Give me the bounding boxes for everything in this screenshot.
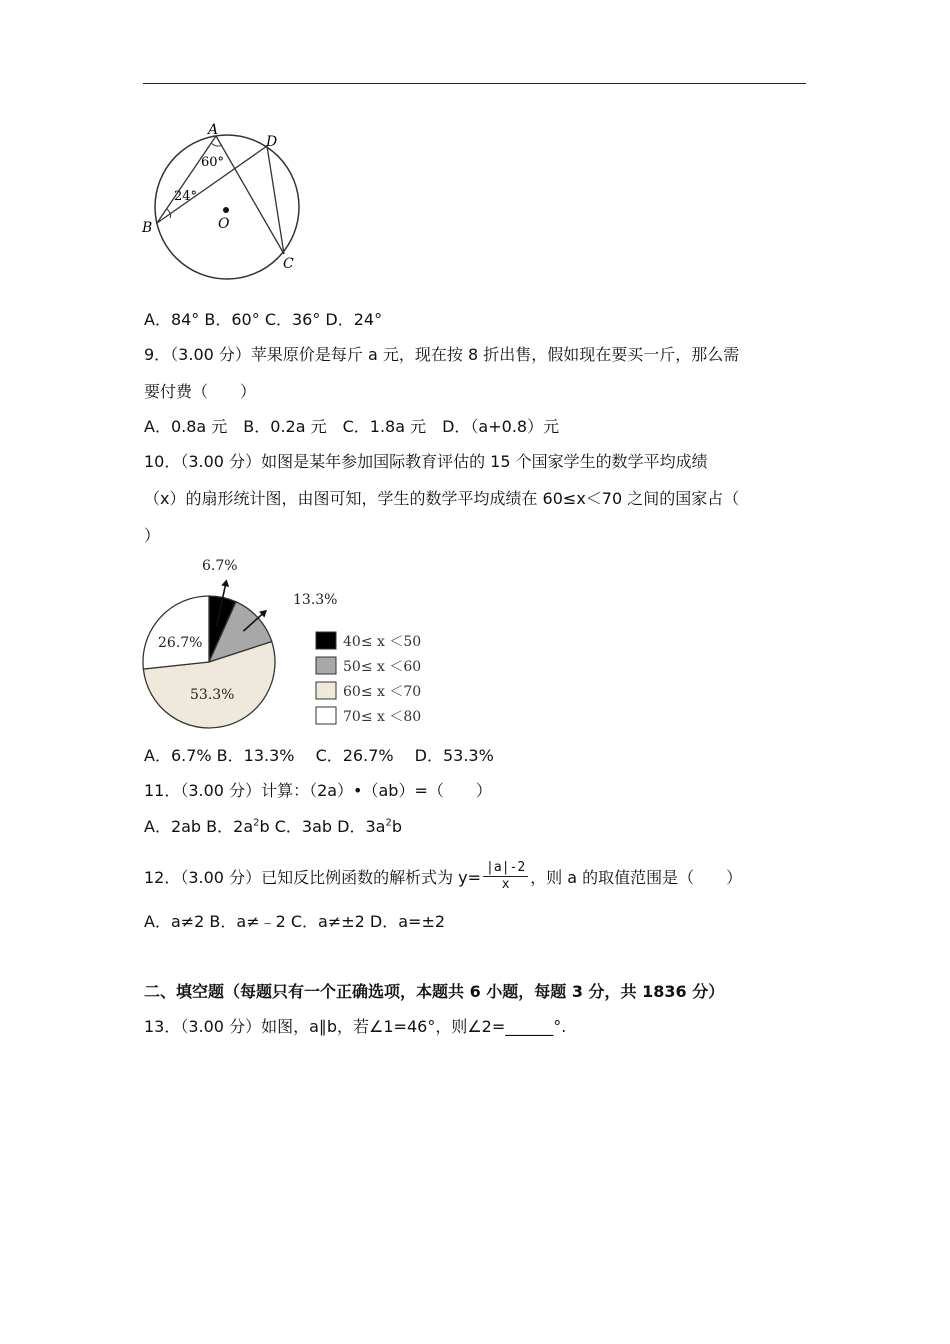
- label-o: O: [218, 216, 230, 232]
- q12-suffix: ，则 a 的取值范围是（ ）: [530, 868, 743, 887]
- q11-opt-b: b C．3ab D．3a: [259, 817, 386, 836]
- pie-label-1: 13.3%: [293, 592, 338, 608]
- q12-denominator: x: [501, 877, 510, 892]
- q11-opt-a-exponent: 2: [253, 817, 260, 829]
- pie-label-2: 53.3%: [190, 687, 235, 703]
- legend-swatch-2: [316, 682, 336, 699]
- header-rule: [143, 83, 806, 84]
- segment-ab: [157, 136, 216, 223]
- segment-ac: [216, 136, 284, 254]
- q10-stem-line2: （x）的扇形统计图，由图可知，学生的数学平均成绩在 60≤x＜70 之间的国家占（: [144, 489, 740, 508]
- q9-options: A．0.8a 元 B．0.2a 元 C．1.8a 元 D．（a+0.8）元: [144, 417, 560, 436]
- pie-arrowhead-0: [221, 579, 229, 587]
- q12-fraction: [483, 860, 528, 893]
- segment-dc: [267, 146, 284, 254]
- legend-swatch-0: [316, 632, 336, 649]
- circle-outline: [155, 135, 299, 279]
- pie-label-3: 26.7%: [158, 635, 203, 651]
- pie-slice-3: [143, 596, 209, 669]
- label-c: C: [283, 256, 294, 272]
- label-a: A: [208, 122, 219, 138]
- q11-opt-end: b: [391, 817, 402, 836]
- legend-label-3: 70≤ x ＜80: [343, 709, 422, 725]
- pie-chart: [140, 554, 440, 734]
- center-point: [223, 207, 229, 213]
- legend-label-2: 60≤ x ＜70: [343, 684, 422, 700]
- q8-options: A．84° B．60° C．36° D．24°: [144, 310, 383, 329]
- circle-geometry-figure: [140, 120, 310, 280]
- pie-label-0: 6.7%: [202, 558, 238, 574]
- q12-prefix: 12．（3.00 分）已知反比例函数的解析式为 y=: [144, 868, 482, 887]
- legend-label-1: 50≤ x ＜60: [343, 659, 422, 675]
- q11-opt-b-exponent: 2: [385, 817, 392, 829]
- q11-opt-a: A．2ab B．2a: [144, 817, 254, 836]
- q9-stem-line1: 9．（3.00 分）苹果原价是每斤 a 元，现在按 8 折出售，假如现在要买一斤，那么需: [144, 345, 740, 364]
- q12-options: A．a≠2 B．a≠﹣2 C．a≠±2 D．a=±2: [144, 912, 446, 931]
- legend-label-0: 40≤ x ＜50: [343, 634, 422, 650]
- q11-stem: 11．（3.00 分）计算：（2a）•（ab）=（ ）: [144, 781, 492, 800]
- label-b: B: [142, 220, 153, 236]
- q10-stem-line1: 10．（3.00 分）如图是某年参加国际教育评估的 15 个国家学生的数学平均成绩: [144, 452, 708, 471]
- q11-options: [144, 815, 402, 839]
- legend-swatch-3: [316, 707, 336, 724]
- q10-options: A．6.7% B．13.3% C．26.7% D．53.3%: [144, 746, 494, 765]
- label-d: D: [266, 134, 278, 150]
- q12-stem: [144, 862, 742, 895]
- q9-stem-line2: 要付费（ ）: [144, 382, 257, 401]
- angle-label-b: 24°: [174, 189, 198, 204]
- angle-arc-b: [167, 209, 171, 218]
- angle-label-a: 60°: [201, 155, 225, 170]
- q13-stem: 13．（3.00 分）如图，a∥b，若∠1=46°，则∠2=______°.: [144, 1017, 567, 1036]
- legend-swatch-1: [316, 657, 336, 674]
- q12-numerator: |a|-2: [483, 860, 528, 877]
- q10-stem-line3: ）: [144, 526, 161, 545]
- section2-heading: 二、填空题（每题只有一个正确选项，本题共 6 小题，每题 3 分，共 1836 分）: [144, 982, 725, 1001]
